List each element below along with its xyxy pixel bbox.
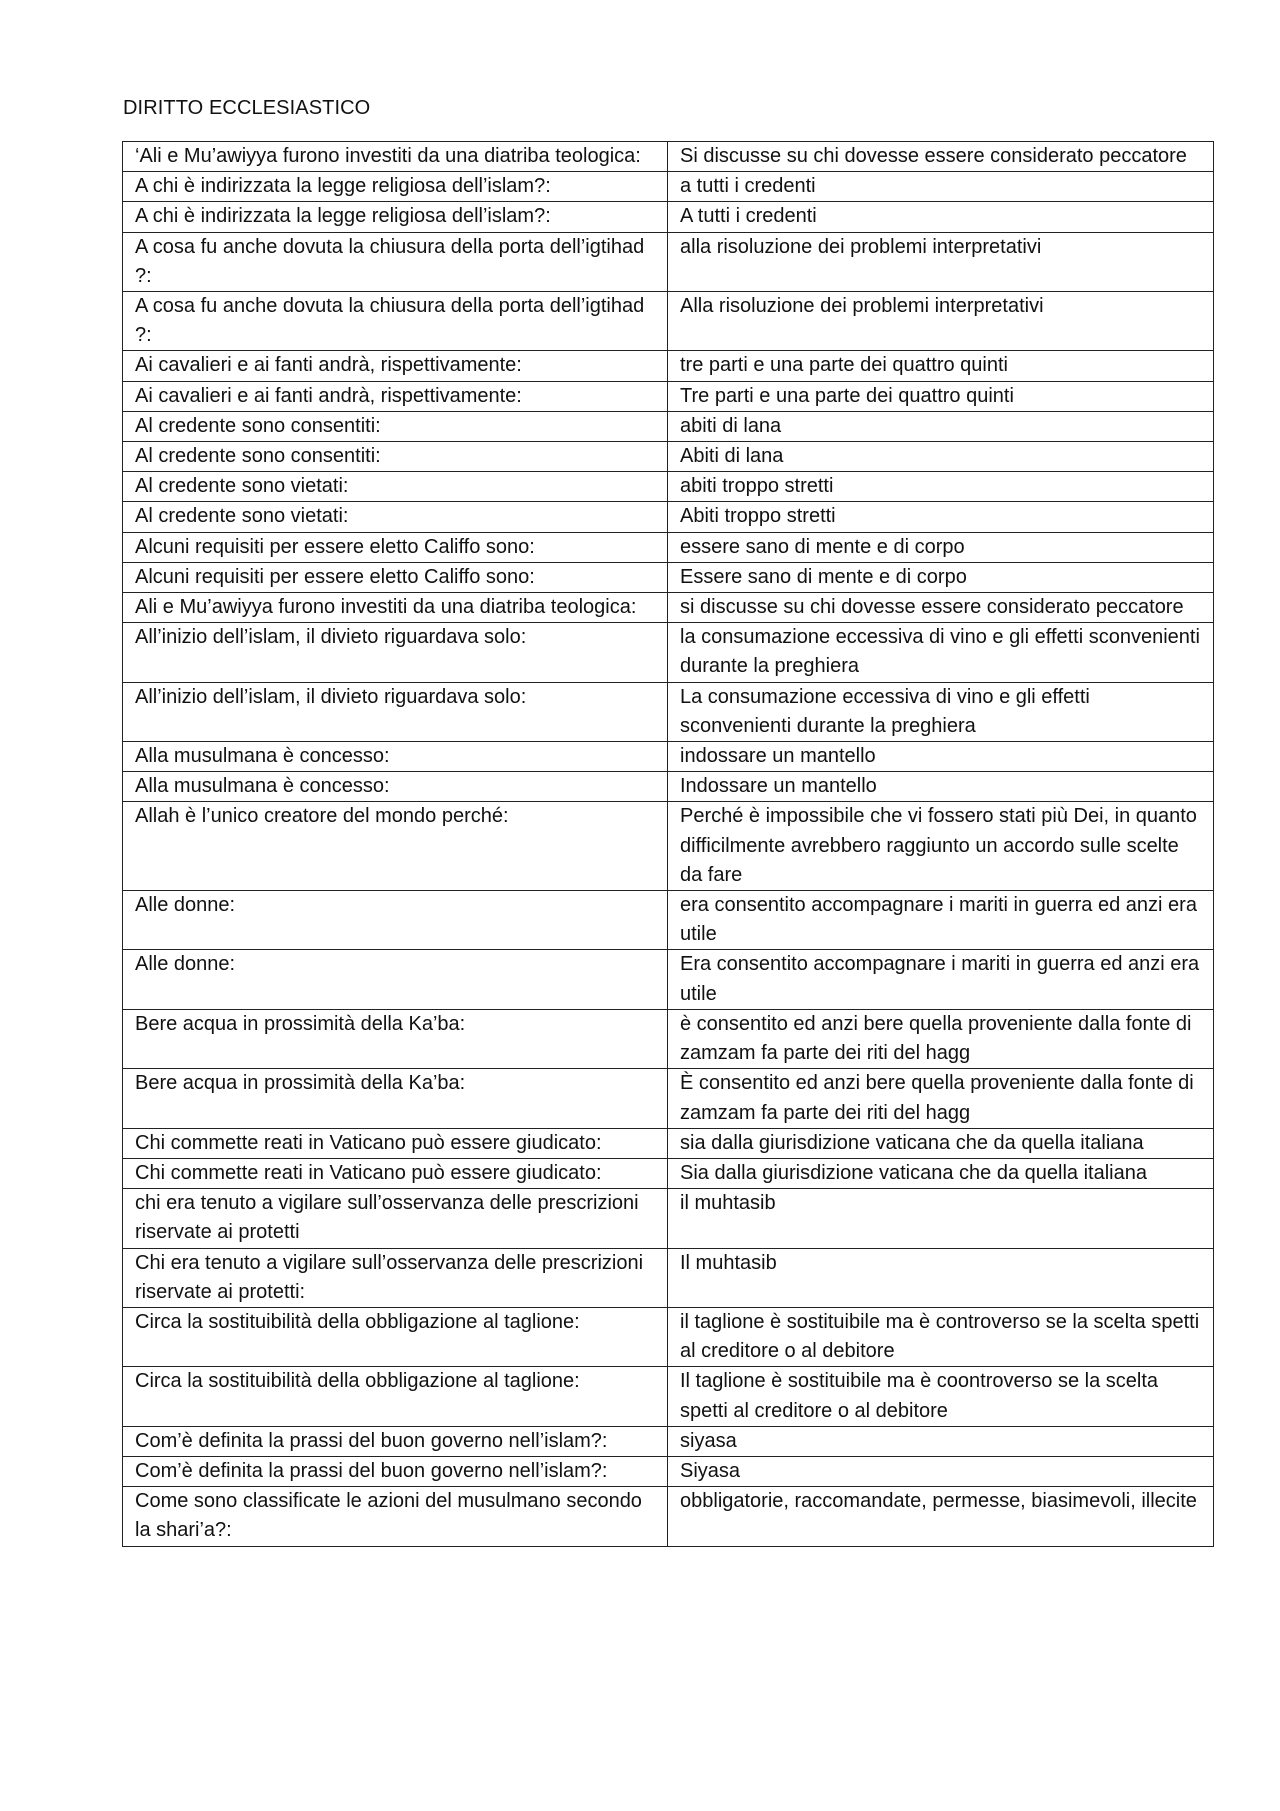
qa-table-body	[123, 142, 1214, 1547]
question-cell: Alla musulmana è concesso:	[123, 772, 668, 802]
question-cell: Allah è l’unico creatore del mondo perché:	[123, 802, 668, 891]
answer-cell: A tutti i credenti	[668, 202, 1214, 232]
question-cell: Com’è definita la prassi del buon governo nell’islam?:	[123, 1426, 668, 1456]
question-cell: Circa la sostituibilità della obbligazione al taglione:	[123, 1307, 668, 1366]
table-row	[123, 202, 1214, 232]
question-cell: Come sono classificate le azioni del musulmano secondo la shari’a?:	[123, 1487, 668, 1546]
question-cell: A cosa fu anche dovuta la chiusura della porta dell’igtihad ?:	[123, 232, 668, 291]
answer-cell: Sia dalla giurisdizione vaticana che da quella italiana	[668, 1158, 1214, 1188]
table-row	[123, 1158, 1214, 1188]
table-row	[123, 593, 1214, 623]
question-cell: Chi era tenuto a vigilare sull’osservanza delle prescrizioni riservate ai protetti:	[123, 1248, 668, 1307]
answer-cell: sia dalla giurisdizione vaticana che da quella italiana	[668, 1128, 1214, 1158]
question-cell: Alle donne:	[123, 950, 668, 1009]
question-cell: Chi commette reati in Vaticano può essere giudicato:	[123, 1128, 668, 1158]
table-row	[123, 351, 1214, 381]
table-row	[123, 891, 1214, 950]
table-row	[123, 1189, 1214, 1248]
table-row	[123, 772, 1214, 802]
question-cell: A chi è indirizzata la legge religiosa dell’islam?:	[123, 202, 668, 232]
table-row	[123, 1367, 1214, 1426]
table-row	[123, 950, 1214, 1009]
answer-cell: il taglione è sostituibile ma è controverso se la scelta spetti al creditore o al debitore	[668, 1307, 1214, 1366]
answer-cell: Essere sano di mente e di corpo	[668, 562, 1214, 592]
answer-cell: Abiti di lana	[668, 442, 1214, 472]
table-row	[123, 411, 1214, 441]
question-cell: Bere acqua in prossimità della Ka’ba:	[123, 1069, 668, 1128]
answer-cell: obbligatorie, raccomandate, permesse, biasimevoli, illecite	[668, 1487, 1214, 1546]
question-cell: Al credente sono consentiti:	[123, 411, 668, 441]
answer-cell: Abiti troppo stretti	[668, 502, 1214, 532]
answer-cell: alla risoluzione dei problemi interpretativi	[668, 232, 1214, 291]
question-cell: Circa la sostituibilità della obbligazione al taglione:	[123, 1367, 668, 1426]
table-row	[123, 381, 1214, 411]
answer-cell: Siyasa	[668, 1456, 1214, 1486]
answer-cell: Tre parti e una parte dei quattro quinti	[668, 381, 1214, 411]
table-row	[123, 232, 1214, 291]
table-row	[123, 802, 1214, 891]
question-cell: Ali e Mu’awiyya furono investiti da una diatriba teologica:	[123, 593, 668, 623]
table-row	[123, 742, 1214, 772]
table-row	[123, 1069, 1214, 1128]
table-row	[123, 1009, 1214, 1068]
question-cell: Al credente sono vietati:	[123, 502, 668, 532]
answer-cell: essere sano di mente e di corpo	[668, 532, 1214, 562]
question-cell: Alcuni requisiti per essere eletto Califfo sono:	[123, 532, 668, 562]
question-cell: Alcuni requisiti per essere eletto Califfo sono:	[123, 562, 668, 592]
table-row	[123, 1487, 1214, 1546]
question-cell: Chi commette reati in Vaticano può essere giudicato:	[123, 1158, 668, 1188]
answer-cell: era consentito accompagnare i mariti in guerra ed anzi era utile	[668, 891, 1214, 950]
answer-cell: La consumazione eccessiva di vino e gli effetti sconvenienti durante la preghiera	[668, 682, 1214, 741]
question-cell: Alla musulmana è concesso:	[123, 742, 668, 772]
answer-cell: siyasa	[668, 1426, 1214, 1456]
question-cell: chi era tenuto a vigilare sull’osservanza delle prescrizioni riservate ai protetti	[123, 1189, 668, 1248]
table-row	[123, 532, 1214, 562]
table-row	[123, 623, 1214, 682]
table-row	[123, 1426, 1214, 1456]
table-row	[123, 1307, 1214, 1366]
table-row	[123, 682, 1214, 741]
answer-cell: Perché è impossibile che vi fossero stati più Dei, in quanto difficilmente avrebbero raggiunto un accordo sulle scelte da fare	[668, 802, 1214, 891]
question-cell: Bere acqua in prossimità della Ka’ba:	[123, 1009, 668, 1068]
answer-cell: Alla risoluzione dei problemi interpretativi	[668, 292, 1214, 351]
document-title: DIRITTO ECCLESIASTICO	[123, 97, 371, 119]
question-cell: Alle donne:	[123, 891, 668, 950]
question-cell: A chi è indirizzata la legge religiosa dell’islam?:	[123, 172, 668, 202]
answer-cell: è consentito ed anzi bere quella proveniente dalla fonte di zamzam fa parte dei riti del hagg	[668, 1009, 1214, 1068]
answer-cell: È consentito ed anzi bere quella proveniente dalla fonte di zamzam fa parte dei riti del hagg	[668, 1069, 1214, 1128]
table-row	[123, 442, 1214, 472]
answer-cell: Indossare un mantello	[668, 772, 1214, 802]
answer-cell: abiti di lana	[668, 411, 1214, 441]
table-row	[123, 562, 1214, 592]
question-cell: Al credente sono consentiti:	[123, 442, 668, 472]
table-row	[123, 172, 1214, 202]
answer-cell: Il muhtasib	[668, 1248, 1214, 1307]
answer-cell: Era consentito accompagnare i mariti in guerra ed anzi era utile	[668, 950, 1214, 1009]
question-cell: Com’è definita la prassi del buon governo nell’islam?:	[123, 1456, 668, 1486]
answer-cell: tre parti e una parte dei quattro quinti	[668, 351, 1214, 381]
table-row	[123, 142, 1214, 172]
question-cell: ‘Ali e Mu’awiyya furono investiti da una diatriba teologica:	[123, 142, 668, 172]
answer-cell: il muhtasib	[668, 1189, 1214, 1248]
question-cell: A cosa fu anche dovuta la chiusura della porta dell’igtihad ?:	[123, 292, 668, 351]
answer-cell: Il taglione è sostituibile ma è coontroverso se la scelta spetti al creditore o al debitore	[668, 1367, 1214, 1426]
table-row	[123, 1128, 1214, 1158]
question-cell: Ai cavalieri e ai fanti andrà, rispettivamente:	[123, 381, 668, 411]
question-cell: Al credente sono vietati:	[123, 472, 668, 502]
table-row	[123, 1248, 1214, 1307]
question-cell: Ai cavalieri e ai fanti andrà, rispettivamente:	[123, 351, 668, 381]
table-row	[123, 1456, 1214, 1486]
answer-cell: a tutti i credenti	[668, 172, 1214, 202]
answer-cell: la consumazione eccessiva di vino e gli effetti sconvenienti durante la preghiera	[668, 623, 1214, 682]
qa-table	[122, 141, 1214, 1547]
answer-cell: Si discusse su chi dovesse essere considerato peccatore	[668, 142, 1214, 172]
table-row	[123, 292, 1214, 351]
table-row	[123, 502, 1214, 532]
question-cell: All’inizio dell’islam, il divieto riguardava solo:	[123, 682, 668, 741]
table-row	[123, 472, 1214, 502]
question-cell: All’inizio dell’islam, il divieto riguardava solo:	[123, 623, 668, 682]
answer-cell: abiti troppo stretti	[668, 472, 1214, 502]
answer-cell: si discusse su chi dovesse essere considerato peccatore	[668, 593, 1214, 623]
answer-cell: indossare un mantello	[668, 742, 1214, 772]
